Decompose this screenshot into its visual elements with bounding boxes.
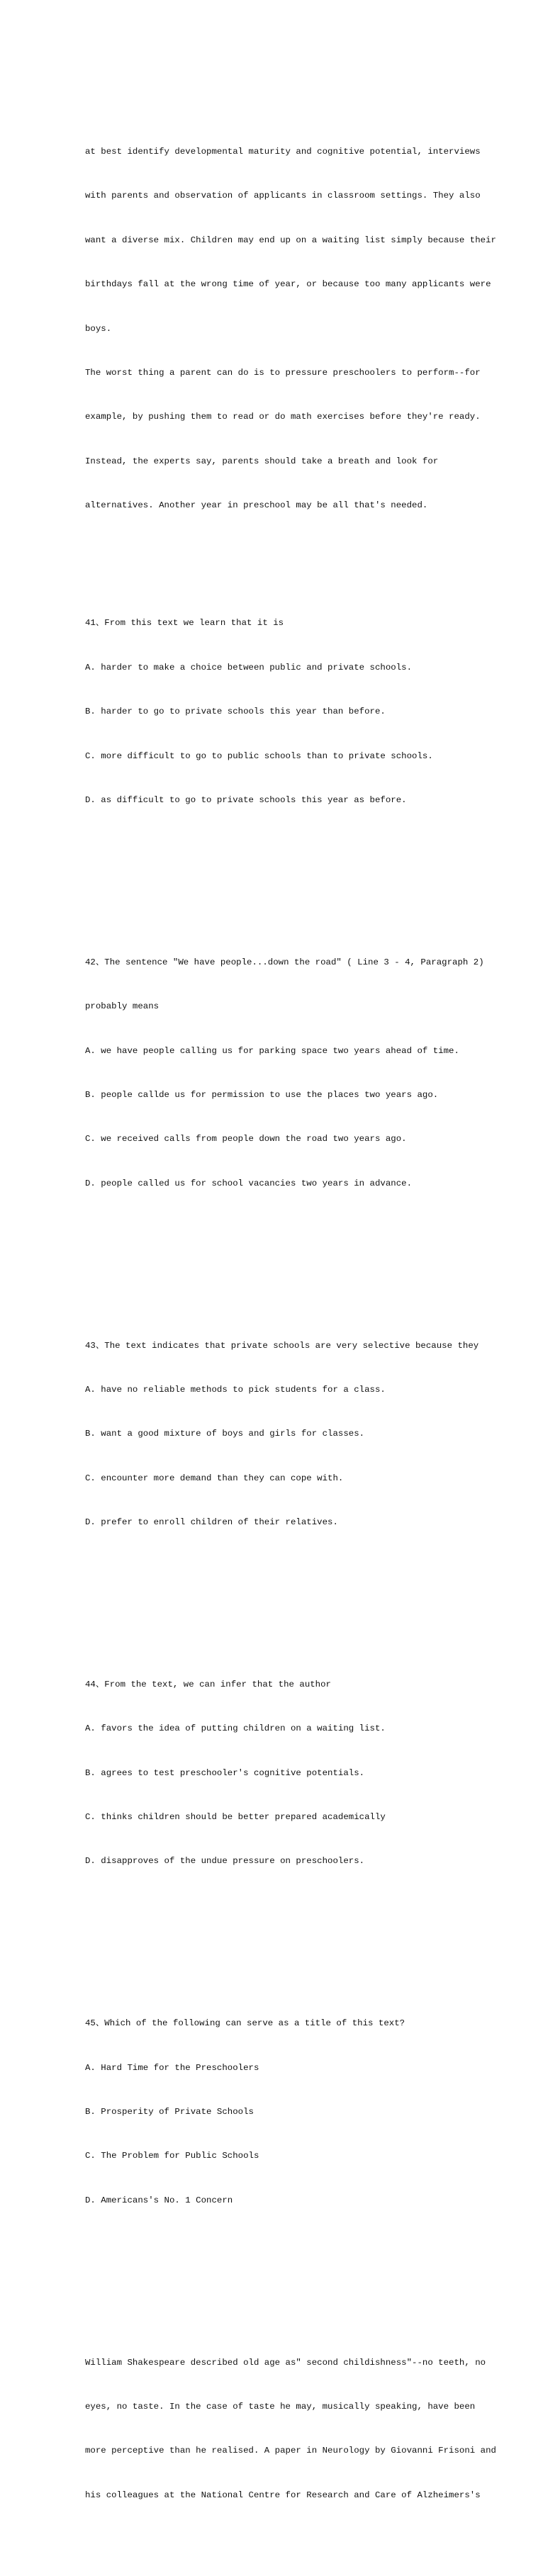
answer-option-b: B. Prosperity of Private Schools <box>85 2106 254 2117</box>
answer-option-d: D. Americans's No. 1 Concern <box>85 2195 233 2205</box>
passage-line: want a diverse mix. Children may end up on a waiting list simply because their <box>85 235 496 245</box>
passage-line: eyes, no taste. In the case of taste he may, musically speaking, have been <box>85 2401 476 2412</box>
answer-option-d: D. as difficult to go to private schools this year as before. <box>85 795 407 806</box>
answer-option-b: B. want a good mixture of boys and girls for classes. <box>85 1429 365 1439</box>
blank-line <box>85 2267 482 2282</box>
answer-option-b: B. harder to go to private schools this year than before. <box>85 707 386 717</box>
passage-line: alternatives. Another year in preschool may be all that's needed. <box>85 500 428 511</box>
answer-option-a: A. we have people calling us for parking space two years ahead of time. <box>85 1045 459 1056</box>
passage-line: example, by pushing them to read or do math exercises before they're ready. <box>85 412 481 422</box>
document-body <box>85 71 496 2576</box>
passage-line: his colleagues at the National Centre for Research and Care of Alzheimers's <box>85 2490 481 2500</box>
question-stem: 43、The text indicates that private schools are very selective because they <box>85 1340 479 1351</box>
passage-line: at best identify developmental maturity and cognitive potential, interviews <box>85 146 481 157</box>
question-stem: 42、The sentence "We have people...down the road" ( Line 3 - 4, Paragraph 2) <box>85 957 484 967</box>
passage-tail <box>85 115 496 542</box>
blank-line <box>85 1928 482 1942</box>
passage-line: more perceptive than he realised. A paper in Neurology by Giovanni Frisoni and <box>85 2446 496 2456</box>
answer-option-a: A. Hard Time for the Preschoolers <box>85 2062 259 2073</box>
blank-line <box>85 1589 482 1604</box>
answer-option-c: C. encounter more demand than they can cope with. <box>85 1473 344 1483</box>
passage-line: The worst thing a parent can do is to pressure preschoolers to perform--for <box>85 367 481 378</box>
answer-option-c: C. The Problem for Public Schools <box>85 2151 259 2161</box>
blank-line <box>85 867 482 882</box>
question-45 <box>85 1987 482 2238</box>
question-stem: probably means <box>85 1001 159 1012</box>
passage-line: William Shakespeare described old age as" second childishness"--no teeth, no <box>85 2357 486 2368</box>
question-43 <box>85 1309 482 1560</box>
answer-option-c: C. thinks children should be better prepared academically <box>85 1812 386 1823</box>
question-42 <box>85 926 482 1220</box>
answer-option-a: A. favors the idea of putting children on a waiting list. <box>85 1723 386 1734</box>
answer-option-d: D. people called us for school vacancies two years in advance. <box>85 1178 413 1188</box>
answer-option-d: D. prefer to enroll children of their relatives. <box>85 1517 338 1528</box>
answer-option-a: A. have no reliable methods to pick students for a class. <box>85 1384 386 1395</box>
answer-option-b: B. people callde us for permission to use the places two years ago. <box>85 1089 439 1100</box>
answer-option-b: B. agrees to test preschooler's cognitive potentials. <box>85 1767 365 1778</box>
answer-option-c: C. we received calls from people down the road two years ago. <box>85 1134 407 1144</box>
question-stem: 45、Which of the following can serve as a title of this text? <box>85 2018 405 2029</box>
passage-line: Instead, the experts say, parents should take a breath and look for <box>85 456 439 466</box>
answer-option-c: C. more difficult to go to public schools than to private schools. <box>85 750 433 761</box>
next-passage <box>85 2326 496 2532</box>
answer-option-d: D. disapproves of the undue pressure on preschoolers. <box>85 1856 365 1867</box>
passage-line: boys. <box>85 323 112 334</box>
question-stem: 41、From this text we learn that it is <box>85 618 284 629</box>
question-44 <box>85 1648 482 1899</box>
answer-option-a: A. harder to make a choice between public and private schools. <box>85 662 413 673</box>
question-stem: 44、From the text, we can infer that the author <box>85 1679 331 1689</box>
passage-line: birthdays fall at the wrong time of year, or because too many applicants were <box>85 279 491 290</box>
blank-line <box>85 1250 482 1265</box>
passage-line: with parents and observation of applicants in classroom settings. They also <box>85 191 481 201</box>
question-41 <box>85 587 482 838</box>
